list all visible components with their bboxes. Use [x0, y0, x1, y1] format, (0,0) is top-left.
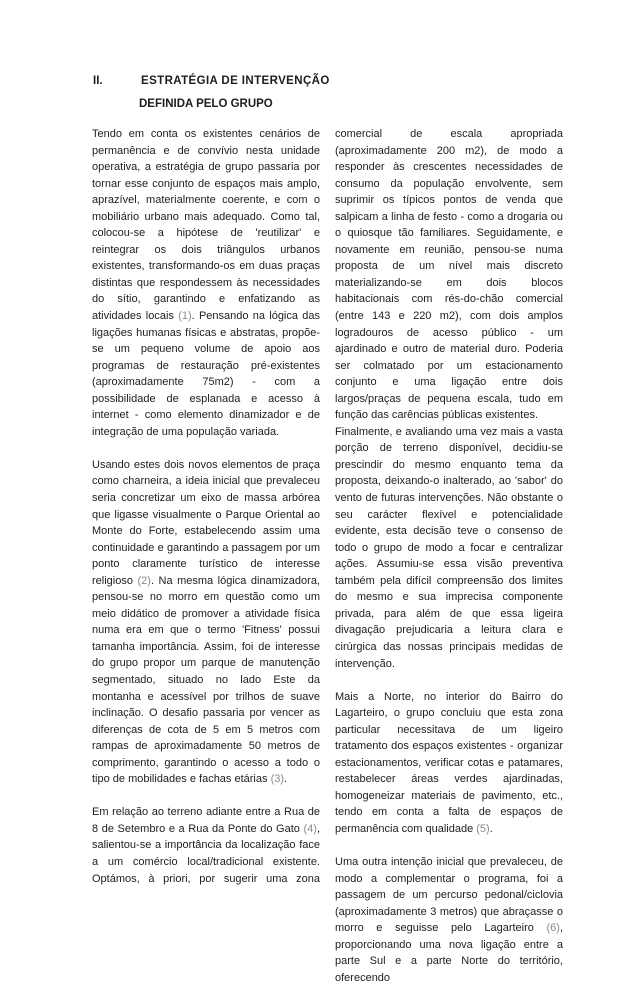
figure-reference: (2) [137, 574, 151, 587]
section-number: II. [93, 75, 103, 87]
figure-reference: (4) [303, 822, 317, 835]
paragraph [92, 126, 320, 440]
left-column [92, 126, 320, 904]
paragraph-text: . Pensando na lógica das ligações humanas físicas e abstratas, propõe-se um pequeno volume de apoio aos programas de restauração pré-existentes (aproximadamente 75m2) - com a possibilidade de esplanada e acesso à internet - como elemento dinamizador e de integração de uma população variada. [92, 310, 320, 438]
figure-reference: (6) [546, 922, 560, 935]
paragraph-text: . [284, 773, 288, 786]
paragraph [335, 126, 563, 424]
paragraph [335, 854, 563, 986]
paragraph-text: Finalmente, e avaliando uma vez mais a vasta porção de terreno disponível, decidiu-se prescindir do mesmo enquanto tema da proposta, deixando-o inalterado, ao 'sabor' do vento de futuras intervenções. Não obstante o seu carácter flexível e potencialidade evidente, esta decisão teve o consenso de todo o grupo de modo a focar e centralizar ações. Assumiu-se essa visão preventiva também pela difícil compreensão dos limites do mesmo e sua imprecisa componente privada, para além de que essa ligeira divagação prejudicaria a leitura clara e cirúrgica das nossas principais medidas de intervenção. [335, 425, 563, 670]
paragraph-text: Uma outra intenção inicial que prevaleceu, de modo a complementar o programa, foi a passagem de um percurso pedonal/ciclovia (aproximadamente 3 metros) que abraçasse o morro e seguisse pelo Lagarteiro [335, 855, 563, 935]
paragraph-text: , proporcionando uma nova ligação entre a parte Sul e a parte Norte do território, oferecendo [335, 922, 563, 984]
section-title-line-2: DEFINIDA PELO GRUPO [139, 98, 273, 110]
paragraph [335, 424, 563, 672]
paragraph-text: Mais a Norte, no interior do Bairro do Lagarteiro, o grupo concluiu que esta zona particular necessitava de um ligeiro tratamento dos espaços existentes - organizar estacionamentos, verificar cotas e patamares, restabelecer áreas verdes ajardinadas, homogeneizar materiais de pavimento, etc., tendo em conta a falta de espaços de permanência com qualidade [335, 690, 563, 835]
paragraph-text: . [489, 822, 493, 835]
paragraph-text: comercial de escala apropriada (aproximadamente 200 m2), de modo a responder às crescentes necessidades de consumo da população envolvente, sem suprimir os típicos pontos de venda que salpicam a linha de festo - como a drogaria ou o quiosque tão familiares. Seguidamente, e novamente em reunião, pensou-se numa proposta de um nível mais discreto materializando-se em dois blocos habitacionais com rés-do-chão comercial (entre 143 e 220 m2), com dois amplos logradouros de acesso público - um ajardinado e outro de material duro. Poderia ser colmatado por um estacionamento conjunto e uma ligação entre dois largos/praças de pequena escala, tudo em função das carências públicas existentes. [335, 128, 563, 422]
figure-reference: (3) [270, 773, 285, 786]
paragraph-text: , salientou-se a importância da localização face a um comércio local/tradicional existente. Optámos, à priori, por sugerir uma zona [92, 822, 320, 885]
paragraph [92, 804, 320, 887]
section-title-line-1: ESTRATÉGIA DE INTERVENÇÃO [141, 75, 330, 87]
paragraph-text: Tendo em conta os existentes cenários de permanência e de convívio nesta unidade operativa, a estratégia de grupo passaria por tornar esse conjunto de espaços mais amplo, aprazível, materialmente coerente, e com o mobiliário urbano mais adequado. Como tal, colocou-se a hipótese de 'reutilizar' e reintegrar os dois triângulos urbanos existentes, transformando-os em duas praças distintas que respondessem às necessidades do sítio, garantindo e enfatizando as atividades locais [92, 128, 320, 323]
paragraph [335, 689, 563, 838]
right-column [335, 126, 563, 1003]
paragraph-text: . Na mesma lógica dinamizadora, pensou-se no morro em questão como um meio didático de promover a atividade física numa era em que o termo 'Fitness' possui tamanha importância. Assim, foi de interesse do grupo propor um parque de manutenção segmentado, situado no lado Este da montanha e acessível por trilhos de suave inclinação. O desafio passaria por vencer as diferenças de cota de 5 em 5 metros com rampas de aproximadamente 50 metros de comprimento, garantindo o acesso a todo o tipo de mobilidades e fachas etárias [92, 574, 320, 786]
paragraph-text: Em relação ao terreno adiante entre a Rua de 8 de Setembro e a Rua da Ponte do Gato [92, 806, 320, 835]
figure-reference: (5) [476, 822, 490, 835]
paragraph-text: Usando estes dois novos elementos de praça como charneira, a ideia inicial que prevaleceu seria concretizar um eixo de massa arbórea que ligasse visualmente o Parque Oriental ao Monte do Forte, estabelecendo assim uma continuidade e garantindo a passagem por um ponto claramente turístico de interesse religioso [92, 458, 320, 587]
paragraph [92, 457, 320, 788]
figure-reference: (1) [178, 310, 192, 323]
